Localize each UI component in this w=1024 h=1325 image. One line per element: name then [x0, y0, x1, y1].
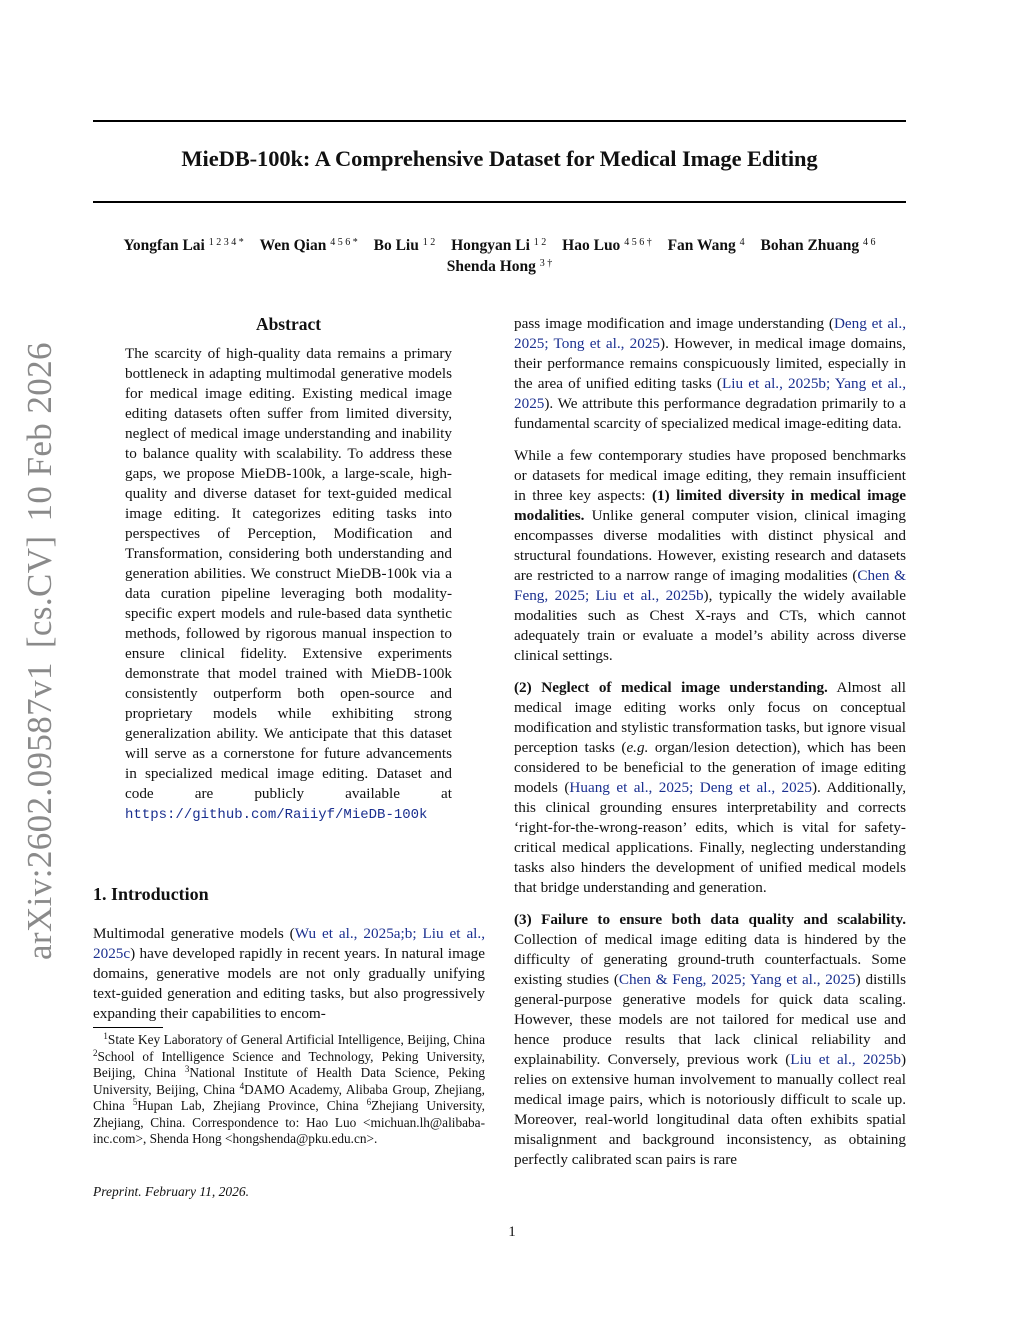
- citation-link[interactable]: Chen & Feng, 2025; Yang et al., 2025: [618, 971, 856, 988]
- abstract-heading: Abstract: [255, 314, 322, 334]
- title-rule-bottom: [93, 201, 906, 203]
- author-list: [93, 235, 906, 277]
- affiliations-footnote: $^1$State Key Laboratory of General Artificial Intelligence, Beijing, China $^2$School of Intelligence Science and Technology, Peking University, Beijing, China $^3$National Institute of Health Data Science, Peking University, Beijing, China $^4$DAMO Academy, Alibaba Group, Zhejiang, China $^5$Hupan Lab, Zhejiang Province, China $^6$Zhejiang University, Zhejiang, China. Correspondence to: Hao Luo <michuan.lh@alibaba-inc.com>, Shenda Hong <hongshenda@pku.edu.cn>.: [93, 1031, 486, 1146]
- preprint-note: Preprint. February 11, 2026.: [93, 1184, 249, 1199]
- abstract-text: The scarcity of high-quality data remains a primary bottleneck in adapting multimodal generative models for medical image editing. Existing medical image editing datasets often suffer from limited diversity, neglect of medical image understanding and inability to balance quality with scalability. To address these gaps, we propose MieDB-100k, a large-scale, high-quality and diverse dataset for text-guided medical image editing. It categorizes editing tasks into perspectives of Perception, Modification and Transformation, considering both understanding and generation abilities. We construct MieDB-100k via a data curation pipeline leveraging both modality-specific expert models and rule-based data synthetic methods, followed by rigorous manual inspection to ensure clinical fidelity. Extensive experiments demonstrate that model trained with MieDB-100k consistently outperform both open-source and proprietary models while exhibiting strong generalization ability. We anticipate that this dataset will serve as a cornerstone for future advancements in specialized medical image editing. Dataset and code are publicly available at https://github.com/Raiiyf/MieDB-100k: [125, 345, 452, 823]
- arxiv-stamp: [20, 342, 60, 960]
- citation-link[interactable]: Liu et al., 2025b; Yang et al., 2025: [514, 375, 906, 412]
- paragraph: Multimodal generative models (Wu et al., 2025a;b; Liu et al., 2025c) have developed rapidly in recent years. In natural image domains, generative models are not only gradually unifying text-guided generation and editing tasks, but also progressively expanding their capabilities to encom-: [93, 925, 486, 1022]
- paragraph: While a few contemporary studies have proposed benchmarks or datasets for medical image editing, they remain insufficient in three key aspects: (1) limited diversity in medical image modalities. Unlike general computer vision, clinical imaging encompasses diverse modalities with distinct physical and structural foundations. However, existing research and datasets are restricted to a narrow range of imaging modalities (Chen & Feng, 2025; Liu et al., 2025b), typically the widely available modalities such as Chest X-rays and CTs, which cannot adequately train or evaluate a model’s ability across diverse clinical settings.: [514, 447, 906, 664]
- citation-link[interactable]: Liu et al., 2025b: [790, 1051, 901, 1068]
- citation-link[interactable]: Chen & Feng, 2025; Liu et al., 2025b: [514, 567, 906, 604]
- arxiv-category: [cs.CV]: [20, 535, 59, 649]
- title-rule-top: [93, 120, 906, 122]
- arxiv-date: 10 Feb 2026: [20, 342, 59, 522]
- citation-link[interactable]: Wu et al., 2025a;b; Liu et al., 2025c: [93, 925, 486, 962]
- page-number: 1: [508, 1224, 516, 1240]
- introduction-section: [93, 884, 485, 1036]
- citation-link[interactable]: Huang et al., 2025; Deng et al., 2025: [569, 779, 812, 796]
- paper-title: MieDB-100k: A Comprehensive Dataset for Medical Image Editing: [181, 146, 818, 171]
- paragraph: (3) Failure to ensure both data quality and scalability. Collection of medical image editing data is hindered by the difficulty of generating ground-truth counterfactuals. Some existing studies (Chen & Feng, 2025; Yang et al., 2025) distills general-purpose generative models for quick data scaling. However, these models are not tailored for medical use and hence produce results that lack clinical reliability and explainability. Conversely, previous work (Liu et al., 2025b) relies on extensive human involvement to manually collect real medical image pairs, which is notoriously difficult to scale up. Moreover, real-world longitudinal data often exhibits spatial misalignment and background inconsistency, as obtaining perfectly calibrated scan pairs is rare: [514, 911, 906, 1168]
- author: Wen Qian $^{4 5 6 *}$: [259, 237, 358, 254]
- author: Yongfan Lai $^{1 2 3 4 *}$: [123, 237, 244, 254]
- author: Hongyan Li $^{1 2}$: [451, 237, 547, 254]
- right-column: [514, 314, 906, 1182]
- code-link[interactable]: https://github.com/Raiiyf/MieDB-100k: [125, 807, 428, 823]
- citation-link[interactable]: Deng et al., 2025; Tong et al., 2025: [514, 315, 906, 352]
- arxiv-id: arXiv:2602.09587v1: [20, 662, 59, 960]
- author: Bohan Zhuang $^{4 6}$: [760, 237, 876, 254]
- author: Fan Wang $^4$: [667, 237, 745, 254]
- author: Shenda Hong $^{3 \dagger}$: [446, 258, 553, 275]
- author: Hao Luo $^{4 5 6 \dagger}$: [562, 237, 652, 254]
- author: Bo Liu $^{1 2}$: [373, 237, 436, 254]
- paragraph: pass image modification and image understanding (Deng et al., 2025; Tong et al., 2025). However, in medical image domains, their performance remains conspicuously limited, especially in the area of unified editing tasks (Liu et al., 2025b; Yang et al., 2025). We attribute this performance degradation primarily to a fundamental scarcity of specialized medical image-editing data.: [514, 315, 906, 432]
- footnote-rule: [93, 1027, 163, 1028]
- paragraph: (2) Neglect of medical image understanding. Almost all medical image editing works only focus on conceptual modification and stylistic transformation tasks, but ignore visual perception tasks (e.g. organ/lesion detection), which has been considered to be beneficial to the generation of image editing models (Huang et al., 2025; Deng et al., 2025). Additionally, this clinical grounding ensures interpretability and corrects ‘right-for-the-wrong-reason’ edits, which is vital for safety-critical medical applications. Finally, neglecting understanding tasks also hinders the development of unified medical models that bridge understanding and generation.: [514, 679, 906, 896]
- section-heading: 1. Introduction: [93, 884, 209, 904]
- abstract-section: [125, 314, 452, 825]
